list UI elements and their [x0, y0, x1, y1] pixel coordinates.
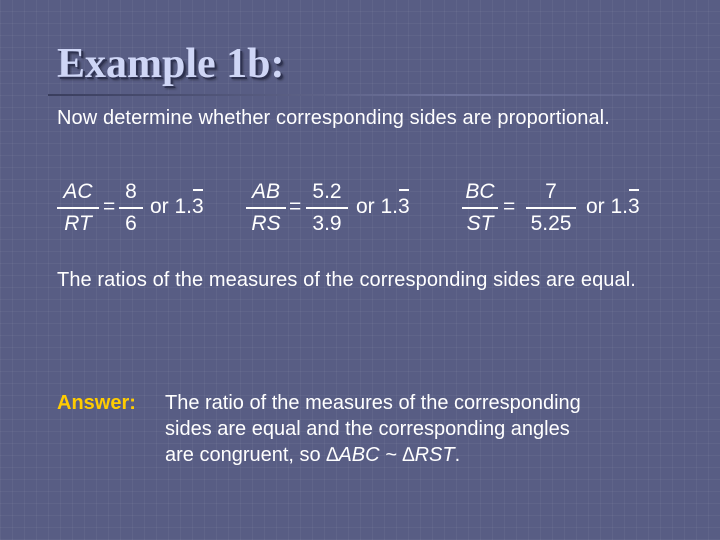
intro-text: Now determine whether corresponding sides are proportional. — [57, 107, 610, 129]
slide-title: Example 1b: — [57, 41, 285, 87]
ratios-statement: The ratios of the measures of the corresponding sides are equal. — [57, 269, 636, 291]
fraction-bar — [462, 207, 498, 209]
decimal-value — [356, 193, 410, 221]
numerator: BC — [465, 180, 495, 203]
decimal-value — [586, 193, 640, 221]
ratio-equation-bc-st — [462, 178, 662, 240]
denominator: RS — [251, 211, 281, 235]
fraction-value — [526, 178, 576, 238]
denominator: 6 — [125, 211, 137, 235]
numerator: AC — [63, 180, 93, 203]
or-text: or 1. — [150, 195, 193, 218]
fraction-ab-rs — [246, 178, 286, 238]
answer-line-1: The ratio of the measures of the corresponding — [165, 392, 581, 414]
answer-period: . — [454, 444, 461, 466]
numerator: 8 — [125, 180, 137, 203]
equals-sign: = — [503, 195, 516, 218]
answer-line-3 — [165, 442, 685, 468]
answer-line-3-prefix: are congruent, so — [165, 444, 321, 466]
fraction-bc-st — [462, 178, 498, 238]
repeating-digit: 3 — [192, 193, 204, 221]
equals-sign: = — [289, 195, 302, 218]
numerator: 5.2 — [312, 180, 342, 203]
answer-text — [165, 390, 685, 468]
answer-label: Answer: — [57, 392, 136, 414]
ratio-equation-ab-rs — [246, 178, 426, 240]
denominator: 5.25 — [530, 211, 572, 235]
fraction-bar — [246, 207, 286, 209]
similarity-statement: ∆ABC ~ ∆RST — [326, 444, 455, 466]
repeating-digit: 3 — [628, 193, 640, 221]
ratio-equation-ac-rt — [57, 178, 217, 240]
or-text: or 1. — [586, 195, 629, 218]
fraction-ac-rt — [57, 178, 99, 238]
fraction-bar — [526, 207, 576, 209]
numerator: AB — [251, 180, 280, 203]
fraction-bar — [119, 207, 143, 209]
fraction-value — [306, 178, 348, 238]
repeating-digit: 3 — [398, 193, 410, 221]
denominator: 3.9 — [312, 211, 342, 235]
numerator: 7 — [545, 180, 557, 203]
or-text: or 1. — [356, 195, 399, 218]
answer-line-2: sides are equal and the corresponding angles — [165, 418, 570, 440]
fraction-bar — [306, 207, 348, 209]
denominator: ST — [466, 211, 494, 235]
title-underline — [48, 94, 720, 96]
fraction-value — [119, 178, 143, 238]
equals-sign: = — [103, 195, 116, 218]
fraction-bar — [57, 207, 99, 209]
decimal-value — [150, 193, 204, 221]
denominator: RT — [64, 211, 92, 235]
